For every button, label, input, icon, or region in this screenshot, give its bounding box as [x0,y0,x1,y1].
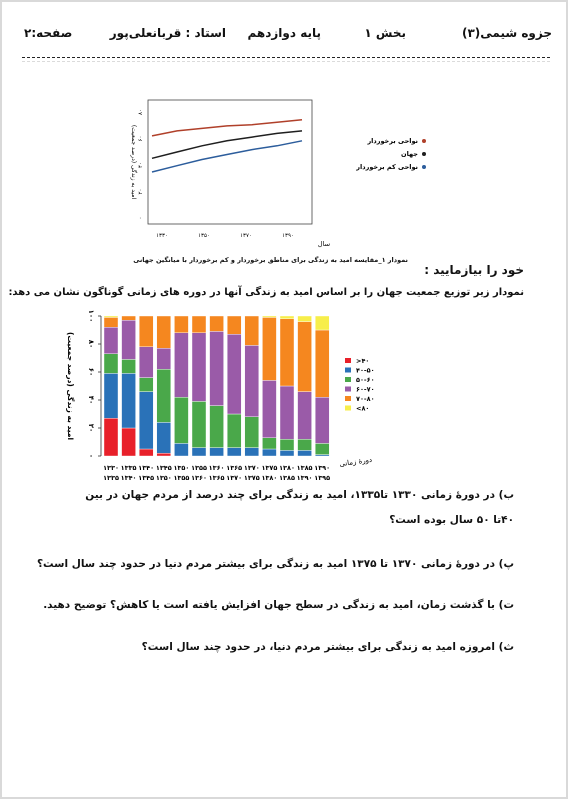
bar-segment [315,330,329,397]
bar-segment [280,386,294,439]
bar-segment [315,316,329,330]
x-tick-label: ۱۳۳۵ [103,474,119,482]
question-b-line1: ب) در دورهٔ زمانی ۱۳۳۰ تا۱۳۳۵، امید به زندگی برای چند درصد از مردم جهان در بین [85,489,514,501]
bar-segment [262,380,276,437]
x-tick-label: ۱۳۷۵ [243,474,260,482]
y-tick-label: ۰ [138,216,144,220]
header-divider-shadow [22,61,550,62]
figure-caption: نمودار ۱_مقایسه امید به زندگی برای مناطق برخوردار و کم برخوردار با میانگین جهانی [133,256,408,264]
header-page-number: صفحه:۲ [24,26,73,40]
bar-segment [174,316,188,333]
bar-segment [104,418,118,456]
bar-segment [298,322,312,392]
bar-segment [139,449,153,456]
bar-segment [315,443,329,454]
x-tick-label: ۱۳۷۵ [261,464,278,472]
legend-label: >۴۰ [356,357,370,365]
x-tick-label: ۱۳۳۰ [103,464,119,472]
header-grade: پایه دوازدهم [247,26,321,40]
legend-marker [422,152,426,156]
legend-label: نواحی برخوردار [367,137,418,145]
x-tick-label: ۱۳۵۰ [155,474,172,482]
bar-segment [262,438,276,449]
legend-swatch [345,387,351,392]
legend-swatch [345,358,351,363]
question-b-line2: ۴۰تا ۵۰ سال بوده است؟ [389,514,514,526]
x-axis-label: سال [317,240,331,248]
bar-segment [280,316,294,319]
x-tick-label: ۱۳۶۰ [208,464,225,472]
exercise-heading: خود را بیازمایید : [424,263,524,277]
bar-segment [104,373,118,418]
worksheet-page [2,2,566,797]
bar-segment [122,428,136,456]
bar-segment [192,333,206,402]
legend-label: ۵۰-۶۰ [356,376,375,384]
bar-segment [174,333,188,397]
x-tick-label: ۱۳۶۰ [191,474,207,482]
y-tick-label: ۲۰ [138,188,144,195]
bar-segment [315,397,329,443]
y-tick-label: ۱۰۰ [87,309,95,323]
x-tick-label: ۱۳۹۰ [296,474,313,482]
bar-segment [174,397,188,443]
plot-frame [148,100,312,224]
header-divider [22,57,550,58]
header-section: بخش ۱ [364,26,406,40]
x-tick-label: ۱۳۴۵ [155,464,172,472]
bar-segment [122,373,136,428]
x-tick-label: ۱۳۹۰ [314,464,331,472]
bar-segment [139,392,153,449]
bar-segment [210,448,224,456]
bar-segment [174,443,188,456]
x-tick-label: ۱۳۵۵ [191,464,207,472]
bar-segment [227,334,241,414]
bar-segment [280,439,294,450]
bar-segment [157,316,171,348]
bar-segment [122,320,136,359]
bar-segment [157,422,171,453]
line-chart [112,96,432,256]
bar-segment [210,316,224,331]
y-axis-label: امید به زندگی (درصد جمعیت) [130,124,137,200]
bar-segment [139,347,153,378]
question-s: ث) امروزه امید به زندگی برای بیشتر مردم دنیا، در حدود چند سال است؟ [141,641,514,653]
bar-segment [298,439,312,450]
x-tick-label: ۱۳۶۵ [226,464,243,472]
bar-segment [104,354,118,374]
bar-segment [139,316,153,347]
bar-segment [104,316,118,317]
x-tick-label: ۱۳۹۰ [282,233,294,239]
bar-segment [192,316,206,333]
y-tick-label: ۰ [87,453,95,459]
legend-label: ۶۰-۷۰ [356,385,375,394]
legend-label: <۸۰ [356,404,370,413]
legend-label: ۷۰-۸۰ [356,395,375,403]
bar-segment [227,448,241,456]
x-tick-label: ۱۳۷۰ [226,474,243,482]
bar-segment [122,359,136,373]
header-title: جزوه شیمی(۳) [461,26,552,40]
x-tick-label: ۱۳۵۰ [198,233,210,239]
bar-segment [210,331,224,405]
question-t: ت) با گذشت زمان، امید به زندگی در سطح جهان افزایش یافته است یا کاهش؟ توضیح دهید. [43,599,514,611]
bar-segment [227,316,241,334]
y-tick-label: ۸۰ [138,109,144,115]
bar-segment [262,316,276,317]
x-axis-label: دورهٔ زمانی [338,455,373,469]
question-p: پ) در دورهٔ زمانی ۱۳۷۰ تا ۱۳۷۵ امید به زندگی برای بیشتر مردم دنیا در حدود چند سال است؟ [36,558,514,570]
header-teacher: استاد : قربانعلی‌پور [109,26,226,40]
bar-segment [104,327,118,354]
y-tick-label: ۸۰ [87,339,95,349]
bar-segment [157,348,171,369]
legend-label: نواحی کم برخوردار [356,163,418,171]
x-tick-label: ۱۳۸۰ [279,464,295,472]
legend-marker [422,139,426,143]
x-tick-label: ۱۳۶۵ [208,474,225,482]
exercise-intro: نمودار زیر توزیع جمعیت جهان را بر اساس امید به زندگی آنها در دوره های زمانی گوناگون نشان می دهد: [8,287,524,298]
bar-segment [104,317,118,327]
bar-segment [139,378,153,392]
x-tick-label: ۱۳۹۵ [314,474,331,482]
bar-segment [280,450,294,456]
y-tick-label: ۶۰ [138,135,144,142]
bar-segment [315,455,329,456]
y-axis-label: امید به زندگی (درصد جمعیت) [66,331,75,441]
bar-segment [122,316,136,320]
bar-segment [245,316,259,345]
legend-swatch [345,396,351,401]
bar-segment [298,392,312,440]
series-line [152,141,302,172]
y-tick-label: ۶۰ [87,367,95,377]
bar-segment [157,453,171,456]
x-tick-label: ۱۳۷۰ [240,233,252,239]
bar-segment [157,369,171,422]
x-tick-label: ۱۳۸۵ [279,474,295,482]
bar-segment [280,319,294,386]
legend-swatch [345,368,351,373]
bar-segment [192,401,206,447]
bar-segment [227,414,241,448]
y-tick-label: ۴۰ [87,395,95,405]
bar-segment [262,449,276,456]
bar-segment [245,417,259,448]
x-tick-label: ۱۳۵۵ [173,474,190,482]
bar-segment [245,448,259,456]
x-tick-label: ۱۳۴۰ [120,474,137,482]
x-tick-label: ۱۳۴۰ [138,464,155,472]
legend-label: جهان [401,150,418,158]
x-tick-label: ۱۳۳۰ [156,233,168,239]
x-tick-label: ۱۳۸۰ [261,474,278,482]
bar-segment [210,406,224,448]
y-tick-label: ۲۰ [87,423,95,433]
x-tick-label: ۱۳۴۵ [138,474,155,482]
x-tick-label: ۱۳۳۵ [120,464,137,472]
y-tick-label: ۴۰ [138,162,144,168]
x-tick-label: ۱۳۵۰ [173,464,190,472]
legend-label: ۴۰-۵۰ [356,366,375,375]
bar-segment [245,345,259,416]
stacked-bar-chart [52,306,392,488]
legend-marker [422,165,426,169]
bar-segment [298,316,312,322]
bar-segment [262,317,276,380]
legend-swatch [345,377,351,382]
bar-segment [192,448,206,456]
x-tick-label: ۱۳۸۵ [296,464,313,472]
bar-segment [298,450,312,456]
x-tick-label: ۱۳۷۰ [243,464,260,472]
legend-swatch [345,406,351,411]
